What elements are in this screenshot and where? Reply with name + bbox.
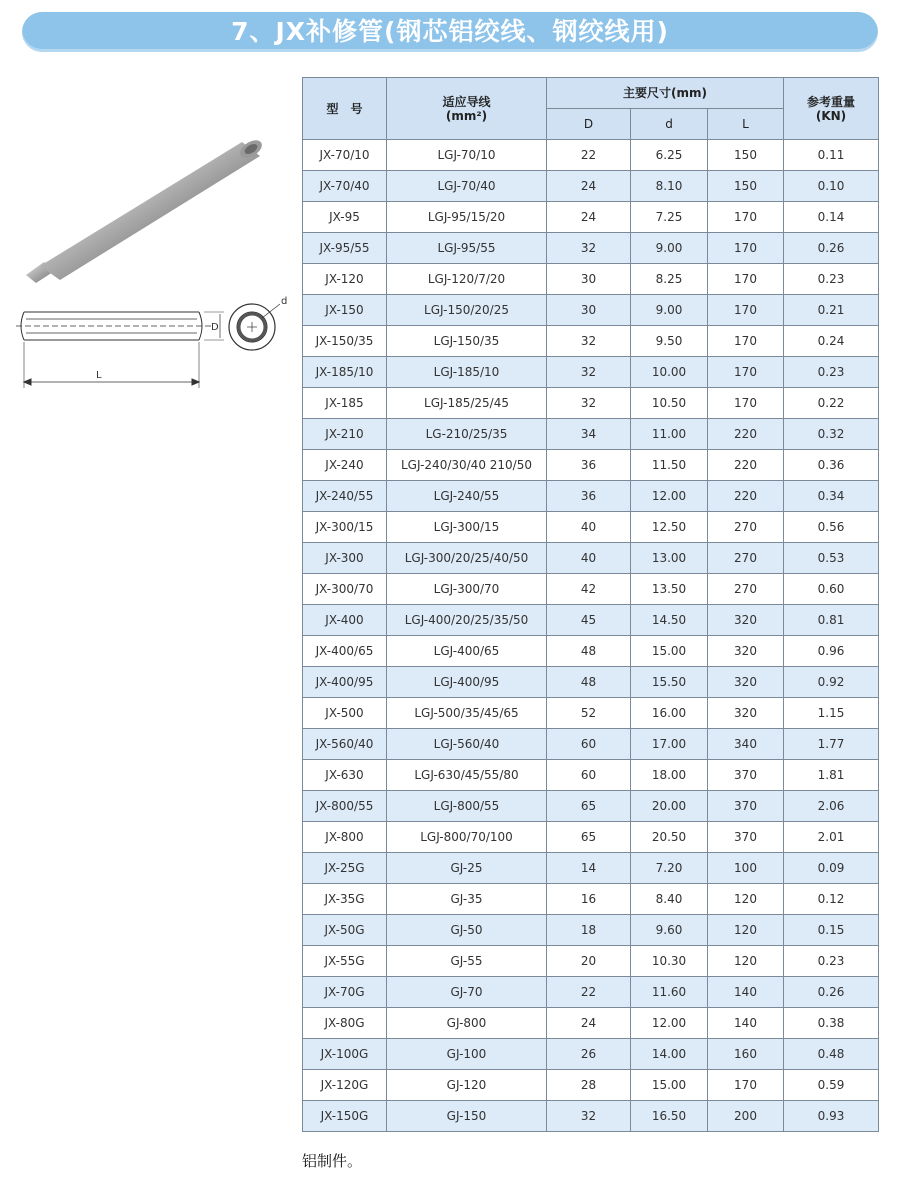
table-row bbox=[303, 946, 879, 977]
header-L: L bbox=[708, 109, 784, 140]
D-cell: 42 bbox=[547, 574, 631, 605]
table-row bbox=[303, 202, 879, 233]
D-cell: 45 bbox=[547, 605, 631, 636]
header-weight-line2: (KN) bbox=[815, 108, 847, 123]
dimension-D-label: D bbox=[211, 322, 219, 333]
D-cell: 65 bbox=[547, 791, 631, 822]
conductor-cell: LGJ-560/40 bbox=[387, 729, 547, 760]
d-cell: 12.00 bbox=[631, 1008, 708, 1039]
d-cell: 14.50 bbox=[631, 605, 708, 636]
weight-cell: 0.92 bbox=[784, 667, 879, 698]
D-cell: 30 bbox=[547, 295, 631, 326]
L-cell: 170 bbox=[708, 357, 784, 388]
D-cell: 20 bbox=[547, 946, 631, 977]
weight-cell: 0.23 bbox=[784, 946, 879, 977]
weight-cell: 0.11 bbox=[784, 140, 879, 171]
L-cell: 170 bbox=[708, 295, 784, 326]
table-row bbox=[303, 667, 879, 698]
D-cell: 48 bbox=[547, 667, 631, 698]
model-cell: JX-120G bbox=[303, 1070, 387, 1101]
d-cell: 18.00 bbox=[631, 760, 708, 791]
weight-cell: 0.24 bbox=[784, 326, 879, 357]
table-header-row bbox=[303, 78, 879, 109]
conductor-cell: LGJ-70/40 bbox=[387, 171, 547, 202]
table-row bbox=[303, 760, 879, 791]
d-cell: 10.30 bbox=[631, 946, 708, 977]
header-conductor-line1: 适应导线 bbox=[442, 94, 491, 109]
L-cell: 320 bbox=[708, 636, 784, 667]
model-cell: JX-400/65 bbox=[303, 636, 387, 667]
weight-cell: 0.48 bbox=[784, 1039, 879, 1070]
header-d: d bbox=[631, 109, 708, 140]
d-cell: 11.50 bbox=[631, 450, 708, 481]
L-cell: 220 bbox=[708, 419, 784, 450]
model-cell: JX-800/55 bbox=[303, 791, 387, 822]
conductor-cell: LGJ-70/10 bbox=[387, 140, 547, 171]
model-cell: JX-120 bbox=[303, 264, 387, 295]
d-cell: 9.60 bbox=[631, 915, 708, 946]
d-cell: 13.50 bbox=[631, 574, 708, 605]
weight-cell: 0.36 bbox=[784, 450, 879, 481]
model-cell: JX-185/10 bbox=[303, 357, 387, 388]
conductor-cell: GJ-35 bbox=[387, 884, 547, 915]
table-row bbox=[303, 915, 879, 946]
model-cell: JX-70/40 bbox=[303, 171, 387, 202]
end-view-drawing bbox=[229, 304, 280, 350]
L-cell: 170 bbox=[708, 388, 784, 419]
table-row bbox=[303, 1039, 879, 1070]
repair-sleeve-illustration bbox=[14, 130, 304, 400]
D-cell: 40 bbox=[547, 512, 631, 543]
model-cell: JX-95 bbox=[303, 202, 387, 233]
weight-cell: 2.01 bbox=[784, 822, 879, 853]
d-cell: 10.00 bbox=[631, 357, 708, 388]
L-cell: 270 bbox=[708, 512, 784, 543]
L-cell: 170 bbox=[708, 1070, 784, 1101]
weight-cell: 0.26 bbox=[784, 233, 879, 264]
table-row bbox=[303, 543, 879, 574]
D-cell: 22 bbox=[547, 140, 631, 171]
model-cell: JX-630 bbox=[303, 760, 387, 791]
table-row bbox=[303, 853, 879, 884]
material-note: 铝制件。 bbox=[302, 1152, 363, 1170]
d-cell: 20.50 bbox=[631, 822, 708, 853]
table-row bbox=[303, 977, 879, 1008]
d-cell: 16.50 bbox=[631, 1101, 708, 1132]
L-cell: 320 bbox=[708, 698, 784, 729]
header-weight-line1: 参考重量 bbox=[806, 94, 855, 109]
model-cell: JX-500 bbox=[303, 698, 387, 729]
D-cell: 36 bbox=[547, 481, 631, 512]
weight-cell: 0.34 bbox=[784, 481, 879, 512]
D-cell: 65 bbox=[547, 822, 631, 853]
conductor-cell: GJ-800 bbox=[387, 1008, 547, 1039]
table-row bbox=[303, 1008, 879, 1039]
weight-cell: 0.22 bbox=[784, 388, 879, 419]
conductor-cell: LGJ-800/55 bbox=[387, 791, 547, 822]
table-row bbox=[303, 481, 879, 512]
header-model: 型 号 bbox=[303, 78, 387, 140]
weight-cell: 0.38 bbox=[784, 1008, 879, 1039]
conductor-cell: LGJ-400/95 bbox=[387, 667, 547, 698]
conductor-cell: GJ-150 bbox=[387, 1101, 547, 1132]
table-row bbox=[303, 698, 879, 729]
table-row bbox=[303, 233, 879, 264]
table-row bbox=[303, 822, 879, 853]
conductor-cell: LGJ-185/25/45 bbox=[387, 388, 547, 419]
model-cell: JX-300 bbox=[303, 543, 387, 574]
conductor-cell: LGJ-240/55 bbox=[387, 481, 547, 512]
L-cell: 340 bbox=[708, 729, 784, 760]
conductor-cell: LG-210/25/35 bbox=[387, 419, 547, 450]
model-cell: JX-400 bbox=[303, 605, 387, 636]
dimension-d-label: d bbox=[281, 296, 288, 307]
L-cell: 220 bbox=[708, 450, 784, 481]
weight-cell: 0.09 bbox=[784, 853, 879, 884]
weight-cell: 0.15 bbox=[784, 915, 879, 946]
model-cell: JX-240/55 bbox=[303, 481, 387, 512]
d-cell: 9.00 bbox=[631, 233, 708, 264]
dimension-L-label: L bbox=[96, 370, 102, 381]
d-cell: 8.25 bbox=[631, 264, 708, 295]
L-cell: 370 bbox=[708, 822, 784, 853]
d-cell: 13.00 bbox=[631, 543, 708, 574]
weight-cell: 0.23 bbox=[784, 264, 879, 295]
model-cell: JX-95/55 bbox=[303, 233, 387, 264]
D-cell: 32 bbox=[547, 233, 631, 264]
D-cell: 14 bbox=[547, 853, 631, 884]
d-cell: 16.00 bbox=[631, 698, 708, 729]
table-body bbox=[303, 140, 879, 1132]
L-cell: 370 bbox=[708, 760, 784, 791]
conductor-cell: GJ-25 bbox=[387, 853, 547, 884]
D-cell: 26 bbox=[547, 1039, 631, 1070]
D-cell: 22 bbox=[547, 977, 631, 1008]
conductor-cell: LGJ-400/20/25/35/50 bbox=[387, 605, 547, 636]
d-cell: 11.60 bbox=[631, 977, 708, 1008]
L-cell: 370 bbox=[708, 791, 784, 822]
L-cell: 270 bbox=[708, 574, 784, 605]
table-row bbox=[303, 605, 879, 636]
d-cell: 6.25 bbox=[631, 140, 708, 171]
d-cell: 7.25 bbox=[631, 202, 708, 233]
header-conductor-line2: (mm²) bbox=[445, 108, 488, 123]
model-cell: JX-185 bbox=[303, 388, 387, 419]
conductor-cell: LGJ-240/30/40 210/50 bbox=[387, 450, 547, 481]
d-cell: 14.00 bbox=[631, 1039, 708, 1070]
L-cell: 150 bbox=[708, 171, 784, 202]
model-cell: JX-150/35 bbox=[303, 326, 387, 357]
D-cell: 36 bbox=[547, 450, 631, 481]
conductor-cell: LGJ-150/20/25 bbox=[387, 295, 547, 326]
weight-cell: 1.15 bbox=[784, 698, 879, 729]
d-cell: 12.00 bbox=[631, 481, 708, 512]
weight-cell: 0.12 bbox=[784, 884, 879, 915]
d-cell: 20.00 bbox=[631, 791, 708, 822]
D-cell: 32 bbox=[547, 1101, 631, 1132]
L-cell: 170 bbox=[708, 326, 784, 357]
conductor-cell: GJ-120 bbox=[387, 1070, 547, 1101]
d-cell: 15.50 bbox=[631, 667, 708, 698]
conductor-cell: GJ-50 bbox=[387, 915, 547, 946]
weight-cell: 0.32 bbox=[784, 419, 879, 450]
table-row bbox=[303, 357, 879, 388]
conductor-cell: LGJ-800/70/100 bbox=[387, 822, 547, 853]
weight-cell: 0.59 bbox=[784, 1070, 879, 1101]
model-cell: JX-400/95 bbox=[303, 667, 387, 698]
L-cell: 120 bbox=[708, 915, 784, 946]
table-row bbox=[303, 326, 879, 357]
table-row bbox=[303, 171, 879, 202]
page-title: 7、JX补修管(钢芯铝绞线、钢绞线用) bbox=[231, 17, 669, 46]
model-cell: JX-300/70 bbox=[303, 574, 387, 605]
conductor-cell: LGJ-150/35 bbox=[387, 326, 547, 357]
D-cell: 28 bbox=[547, 1070, 631, 1101]
L-cell: 220 bbox=[708, 481, 784, 512]
L-cell: 140 bbox=[708, 1008, 784, 1039]
conductor-cell: LGJ-120/7/20 bbox=[387, 264, 547, 295]
d-cell: 15.00 bbox=[631, 636, 708, 667]
table-row bbox=[303, 295, 879, 326]
d-cell: 12.50 bbox=[631, 512, 708, 543]
d-cell: 17.00 bbox=[631, 729, 708, 760]
D-cell: 48 bbox=[547, 636, 631, 667]
D-cell: 60 bbox=[547, 760, 631, 791]
L-cell: 320 bbox=[708, 667, 784, 698]
table-row bbox=[303, 791, 879, 822]
model-cell: JX-55G bbox=[303, 946, 387, 977]
model-cell: JX-50G bbox=[303, 915, 387, 946]
model-cell: JX-150G bbox=[303, 1101, 387, 1132]
weight-cell: 0.93 bbox=[784, 1101, 879, 1132]
conductor-cell: GJ-70 bbox=[387, 977, 547, 1008]
d-cell: 8.40 bbox=[631, 884, 708, 915]
table-row bbox=[303, 636, 879, 667]
L-cell: 100 bbox=[708, 853, 784, 884]
weight-cell: 0.96 bbox=[784, 636, 879, 667]
weight-cell: 0.81 bbox=[784, 605, 879, 636]
D-cell: 30 bbox=[547, 264, 631, 295]
spec-table bbox=[302, 77, 879, 1132]
D-cell: 60 bbox=[547, 729, 631, 760]
conductor-cell: LGJ-300/20/25/40/50 bbox=[387, 543, 547, 574]
conductor-cell: LGJ-400/65 bbox=[387, 636, 547, 667]
conductor-cell: LGJ-95/15/20 bbox=[387, 202, 547, 233]
weight-cell: 0.26 bbox=[784, 977, 879, 1008]
L-cell: 200 bbox=[708, 1101, 784, 1132]
table-row bbox=[303, 884, 879, 915]
weight-cell: 0.14 bbox=[784, 202, 879, 233]
D-cell: 16 bbox=[547, 884, 631, 915]
model-cell: JX-240 bbox=[303, 450, 387, 481]
D-cell: 24 bbox=[547, 202, 631, 233]
conductor-cell: LGJ-300/15 bbox=[387, 512, 547, 543]
title-bar bbox=[22, 12, 878, 52]
header-weight bbox=[784, 78, 879, 140]
D-cell: 34 bbox=[547, 419, 631, 450]
table-row bbox=[303, 512, 879, 543]
weight-cell: 0.53 bbox=[784, 543, 879, 574]
table-row bbox=[303, 264, 879, 295]
table-row bbox=[303, 1101, 879, 1132]
model-cell: JX-210 bbox=[303, 419, 387, 450]
tube-photo bbox=[26, 137, 265, 283]
L-cell: 150 bbox=[708, 140, 784, 171]
D-cell: 52 bbox=[547, 698, 631, 729]
product-figure bbox=[14, 130, 304, 400]
d-cell: 9.00 bbox=[631, 295, 708, 326]
L-cell: 120 bbox=[708, 946, 784, 977]
model-cell: JX-70G bbox=[303, 977, 387, 1008]
header-dimensions: 主要尺寸(mm) bbox=[547, 78, 784, 109]
D-cell: 32 bbox=[547, 326, 631, 357]
conductor-cell: LGJ-95/55 bbox=[387, 233, 547, 264]
weight-cell: 0.56 bbox=[784, 512, 879, 543]
header-conductor bbox=[387, 78, 547, 140]
table-row bbox=[303, 388, 879, 419]
table-row bbox=[303, 450, 879, 481]
d-cell: 9.50 bbox=[631, 326, 708, 357]
L-cell: 170 bbox=[708, 233, 784, 264]
model-cell: JX-150 bbox=[303, 295, 387, 326]
L-cell: 170 bbox=[708, 264, 784, 295]
L-cell: 270 bbox=[708, 543, 784, 574]
table-row bbox=[303, 729, 879, 760]
model-cell: JX-100G bbox=[303, 1039, 387, 1070]
header-D: D bbox=[547, 109, 631, 140]
table-row bbox=[303, 574, 879, 605]
D-cell: 24 bbox=[547, 1008, 631, 1039]
conductor-cell: LGJ-630/45/55/80 bbox=[387, 760, 547, 791]
conductor-cell: LGJ-500/35/45/65 bbox=[387, 698, 547, 729]
weight-cell: 1.81 bbox=[784, 760, 879, 791]
weight-cell: 0.23 bbox=[784, 357, 879, 388]
d-cell: 10.50 bbox=[631, 388, 708, 419]
D-cell: 18 bbox=[547, 915, 631, 946]
d-cell: 15.00 bbox=[631, 1070, 708, 1101]
conductor-cell: LGJ-300/70 bbox=[387, 574, 547, 605]
table-row bbox=[303, 419, 879, 450]
L-cell: 170 bbox=[708, 202, 784, 233]
model-cell: JX-25G bbox=[303, 853, 387, 884]
d-cell: 11.00 bbox=[631, 419, 708, 450]
model-cell: JX-300/15 bbox=[303, 512, 387, 543]
table-row bbox=[303, 1070, 879, 1101]
model-cell: JX-80G bbox=[303, 1008, 387, 1039]
conductor-cell: LGJ-185/10 bbox=[387, 357, 547, 388]
conductor-cell: GJ-100 bbox=[387, 1039, 547, 1070]
L-cell: 140 bbox=[708, 977, 784, 1008]
conductor-cell: GJ-55 bbox=[387, 946, 547, 977]
model-cell: JX-800 bbox=[303, 822, 387, 853]
D-cell: 32 bbox=[547, 388, 631, 419]
L-cell: 320 bbox=[708, 605, 784, 636]
D-cell: 40 bbox=[547, 543, 631, 574]
D-cell: 24 bbox=[547, 171, 631, 202]
d-cell: 8.10 bbox=[631, 171, 708, 202]
table-row bbox=[303, 140, 879, 171]
weight-cell: 0.21 bbox=[784, 295, 879, 326]
d-cell: 7.20 bbox=[631, 853, 708, 884]
weight-cell: 0.10 bbox=[784, 171, 879, 202]
model-cell: JX-560/40 bbox=[303, 729, 387, 760]
model-cell: JX-70/10 bbox=[303, 140, 387, 171]
model-cell: JX-35G bbox=[303, 884, 387, 915]
weight-cell: 2.06 bbox=[784, 791, 879, 822]
weight-cell: 1.77 bbox=[784, 729, 879, 760]
L-cell: 120 bbox=[708, 884, 784, 915]
side-view-drawing bbox=[16, 312, 224, 388]
D-cell: 32 bbox=[547, 357, 631, 388]
L-cell: 160 bbox=[708, 1039, 784, 1070]
weight-cell: 0.60 bbox=[784, 574, 879, 605]
